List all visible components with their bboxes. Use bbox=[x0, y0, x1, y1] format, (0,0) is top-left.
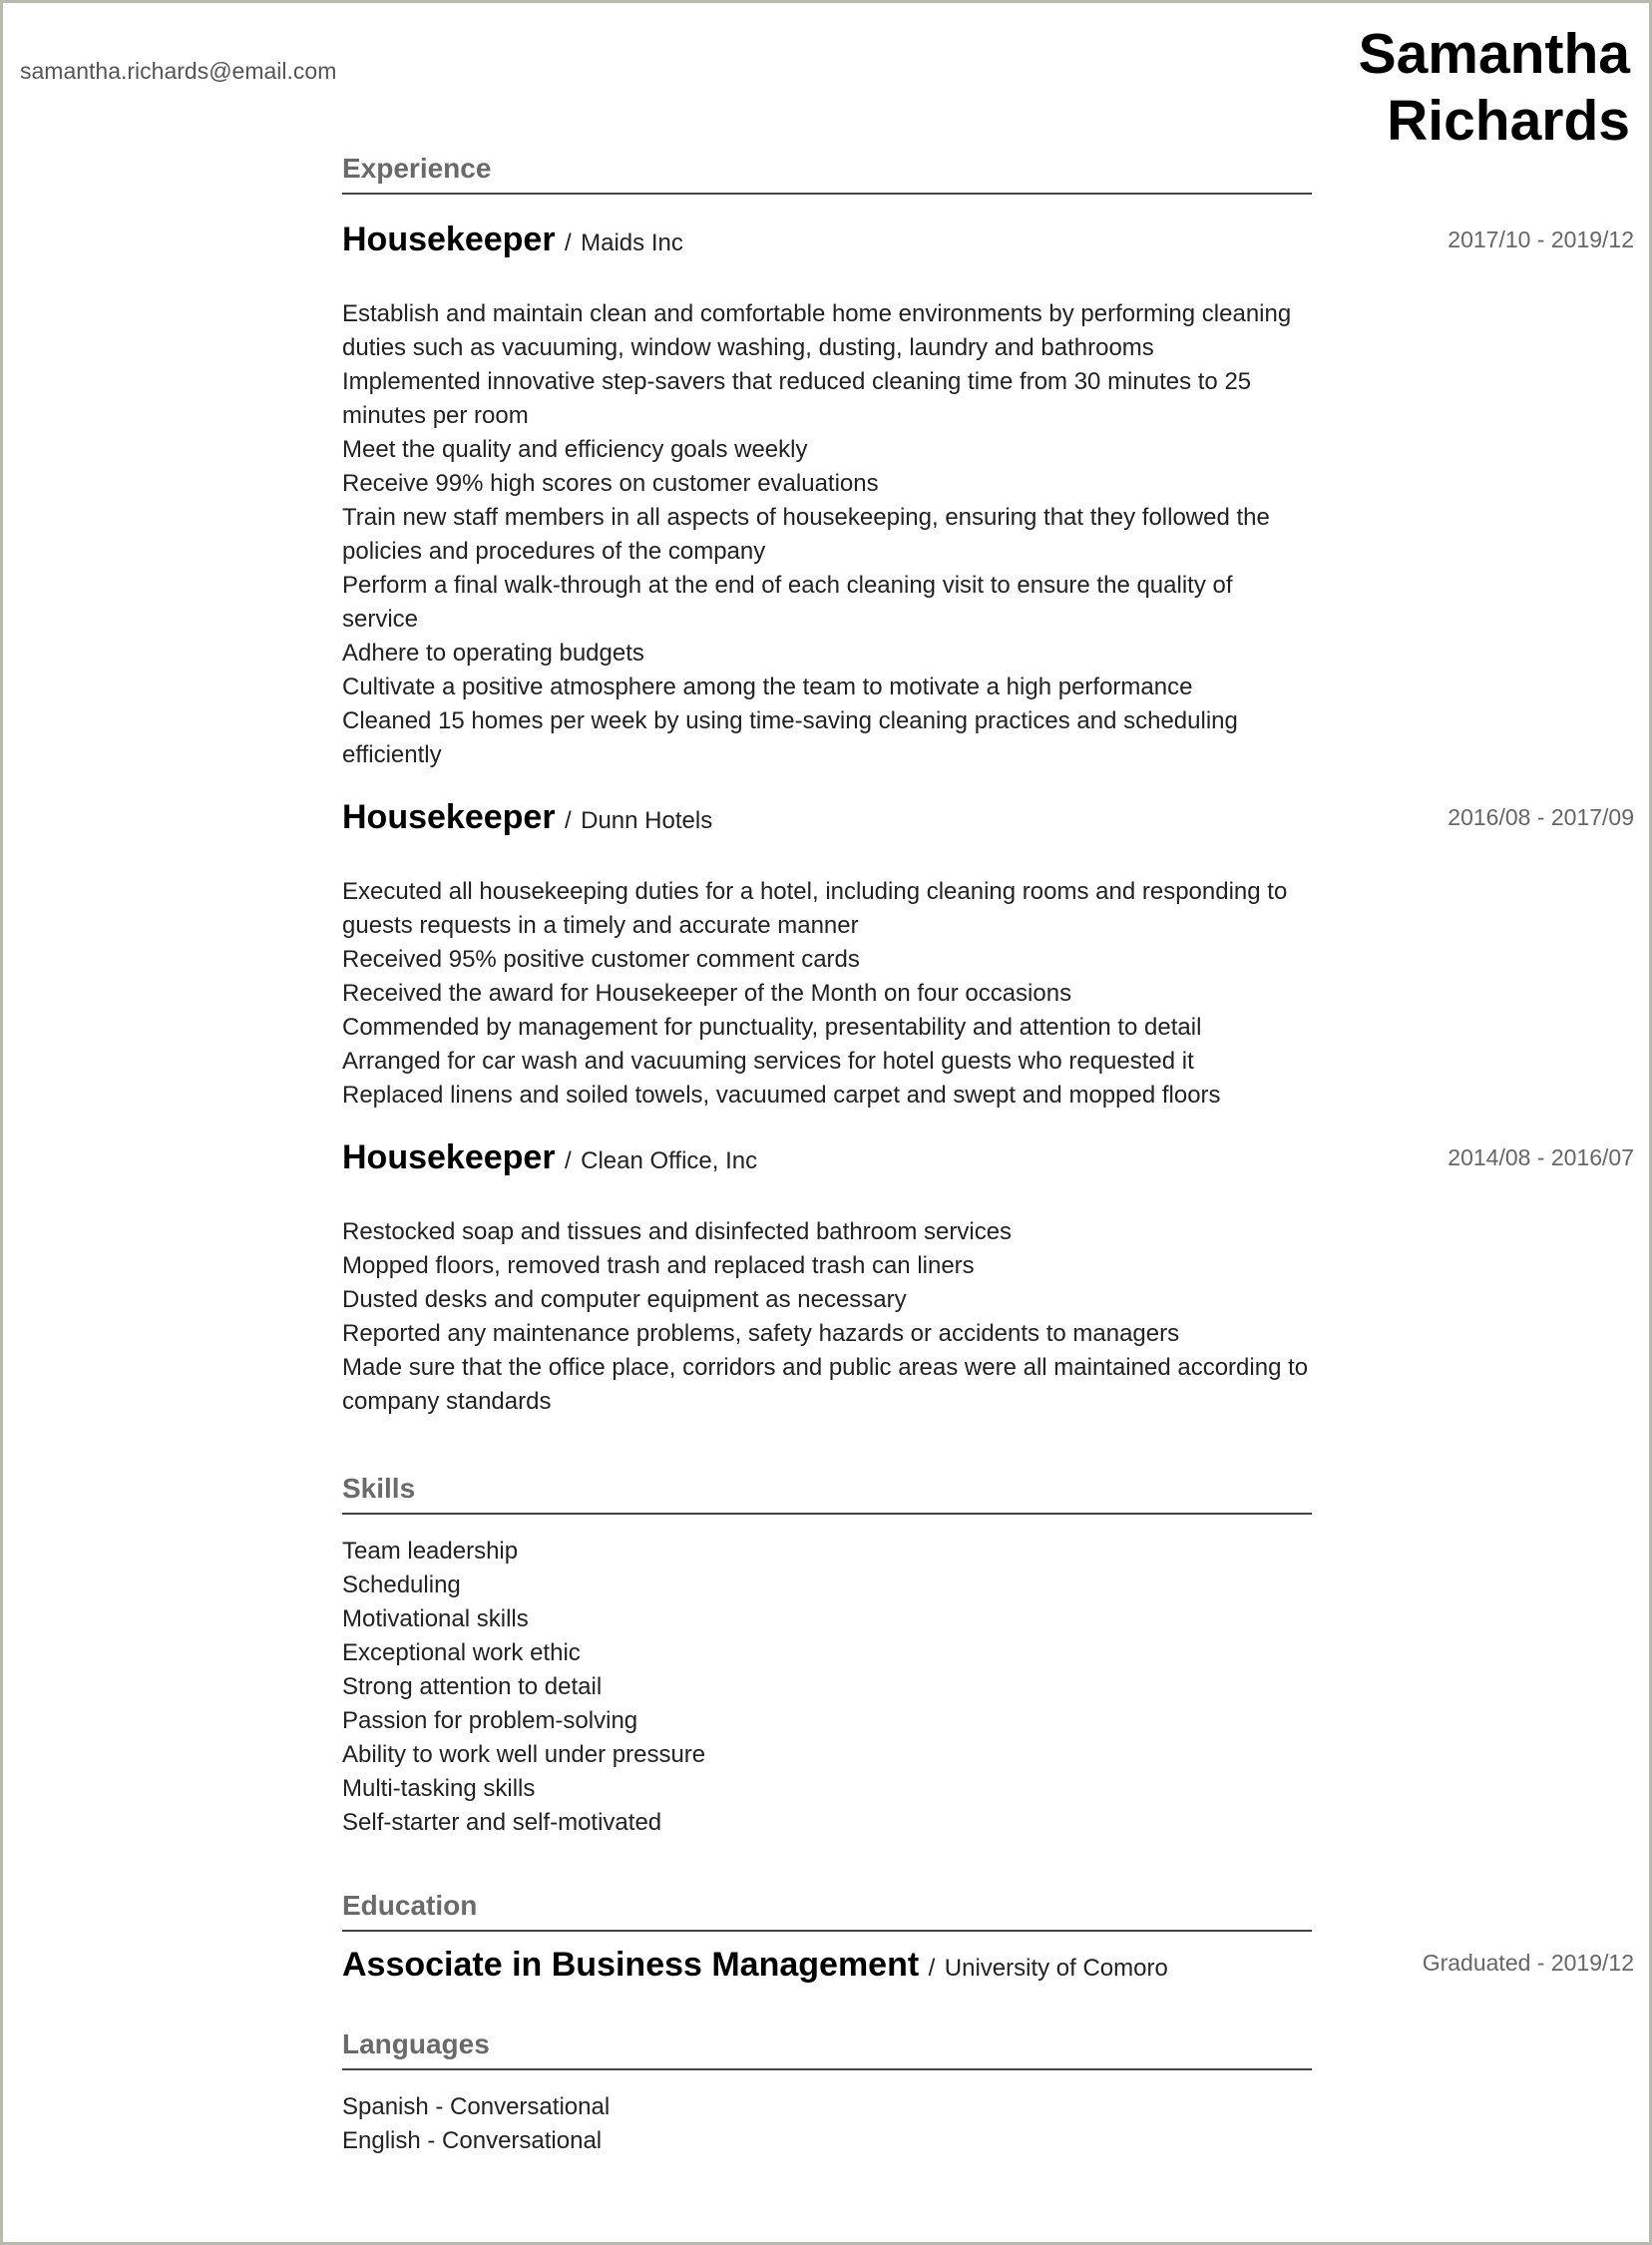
skills-section bbox=[342, 1473, 1312, 1840]
duty-item: Reported any maintenance problems, safety hazards or accidents to managers bbox=[342, 1320, 1180, 1347]
duty-item: Train new staff members in all aspects of housekeeping, ensuring that they followed the policies and procedures of the company bbox=[342, 504, 1270, 565]
first-name: Samantha bbox=[1358, 22, 1630, 86]
language-item: English - Conversational bbox=[342, 2127, 603, 2154]
job-role: Housekeeper bbox=[342, 221, 556, 258]
languages-section bbox=[342, 2028, 1312, 2158]
job-role: Housekeeper bbox=[342, 1138, 556, 1176]
education-section bbox=[342, 1890, 1634, 1985]
skill-item: Multi-tasking skills bbox=[342, 1775, 536, 1802]
education-entry bbox=[342, 1946, 1634, 1985]
duty-item: Cleaned 15 homes per week by using time-saving cleaning practices and scheduling efficiently bbox=[342, 707, 1238, 768]
job-entry bbox=[342, 798, 1634, 1113]
language-item: Spanish - Conversational bbox=[342, 2093, 611, 2120]
job-role: Housekeeper bbox=[342, 798, 556, 836]
job-header bbox=[342, 1138, 1312, 1177]
duty-item: Receive 99% high scores on customer evaluations bbox=[342, 470, 879, 497]
experience-heading: Experience bbox=[342, 153, 1312, 195]
separator: / bbox=[565, 229, 572, 256]
job-dates: 2016/08 - 2017/09 bbox=[1447, 804, 1634, 830]
duty-item: Meet the quality and efficiency goals weekly bbox=[342, 436, 808, 463]
last-name: Richards bbox=[1387, 89, 1630, 153]
duty-item: Perform a final walk-through at the end of each cleaning visit to ensure the quality of service bbox=[342, 572, 1233, 633]
languages-heading: Languages bbox=[342, 2028, 1312, 2070]
skill-item: Ability to work well under pressure bbox=[342, 1741, 706, 1768]
job-duties bbox=[342, 875, 1312, 1113]
duty-item: Adhere to operating budgets bbox=[342, 640, 644, 667]
skill-item: Passion for problem-solving bbox=[342, 1707, 638, 1734]
skill-item: Self-starter and self-motivated bbox=[342, 1809, 662, 1836]
separator: / bbox=[565, 807, 572, 834]
skill-item: Team leadership bbox=[342, 1538, 519, 1565]
duty-item: Replaced linens and soiled towels, vacuumed carpet and swept and mopped floors bbox=[342, 1082, 1221, 1109]
job-dates: 2017/10 - 2019/12 bbox=[1447, 226, 1634, 252]
job-list bbox=[342, 221, 1634, 1419]
school-name: University of Comoro bbox=[944, 1955, 1168, 1982]
duty-item: Implemented innovative step-savers that reduced cleaning time from 30 minutes to 25 minutes per room bbox=[342, 368, 1252, 429]
duty-item: Establish and maintain clean and comfortable home environments by performing cleaning duties such as vacuuming, window washing, dusting, laundry and bathrooms bbox=[342, 300, 1292, 361]
duty-item: Received 95% positive customer comment cards bbox=[342, 946, 860, 973]
education-header bbox=[342, 1946, 1312, 1985]
job-company: Clean Office, Inc bbox=[581, 1147, 758, 1174]
languages-list bbox=[342, 2090, 1312, 2158]
duty-item: Dusted desks and computer equipment as necessary bbox=[342, 1286, 907, 1313]
resume-page bbox=[3, 3, 1649, 2242]
job-duties bbox=[342, 1215, 1312, 1419]
duty-item: Made sure that the office place, corridors and public areas were all maintained according to company standards bbox=[342, 1354, 1309, 1415]
skill-item: Exceptional work ethic bbox=[342, 1639, 581, 1666]
degree-title: Associate in Business Management bbox=[342, 1946, 920, 1984]
job-company: Maids Inc bbox=[581, 229, 683, 256]
education-heading: Education bbox=[342, 1890, 1312, 1932]
job-duties bbox=[342, 297, 1312, 772]
duty-item: Cultivate a positive atmosphere among the team to motivate a high performance bbox=[342, 674, 1193, 700]
duty-item: Mopped floors, removed trash and replaced trash can liners bbox=[342, 1252, 975, 1279]
education-dates: Graduated - 2019/12 bbox=[1422, 1950, 1634, 1976]
skill-item: Scheduling bbox=[342, 1572, 461, 1598]
job-entry bbox=[342, 1138, 1634, 1419]
duty-item: Restocked soap and tissues and disinfected bathroom services bbox=[342, 1218, 1013, 1245]
skill-item: Motivational skills bbox=[342, 1605, 529, 1632]
skills-heading: Skills bbox=[342, 1473, 1312, 1515]
candidate-name bbox=[1359, 21, 1630, 155]
job-header bbox=[342, 798, 1312, 837]
duty-item: Arranged for car wash and vacuuming services for hotel guests who requested it bbox=[342, 1048, 1194, 1075]
separator: / bbox=[565, 1147, 572, 1174]
email-address[interactable]: samantha.richards@email.com bbox=[20, 58, 337, 84]
experience-section bbox=[342, 153, 1634, 1419]
job-dates: 2014/08 - 2016/07 bbox=[1447, 1144, 1634, 1170]
skill-item: Strong attention to detail bbox=[342, 1673, 603, 1700]
job-entry bbox=[342, 221, 1634, 772]
skills-list bbox=[342, 1535, 1312, 1840]
job-header bbox=[342, 221, 1312, 259]
duty-item: Executed all housekeeping duties for a hotel, including cleaning rooms and responding to guests requests in a timely and accurate manner bbox=[342, 878, 1288, 939]
duty-item: Commended by management for punctuality, presentability and attention to detail bbox=[342, 1014, 1202, 1041]
duty-item: Received the award for Housekeeper of the Month on four occasions bbox=[342, 980, 1072, 1007]
separator: / bbox=[928, 1955, 936, 1982]
job-company: Dunn Hotels bbox=[581, 807, 713, 834]
main-column bbox=[342, 153, 1634, 2158]
